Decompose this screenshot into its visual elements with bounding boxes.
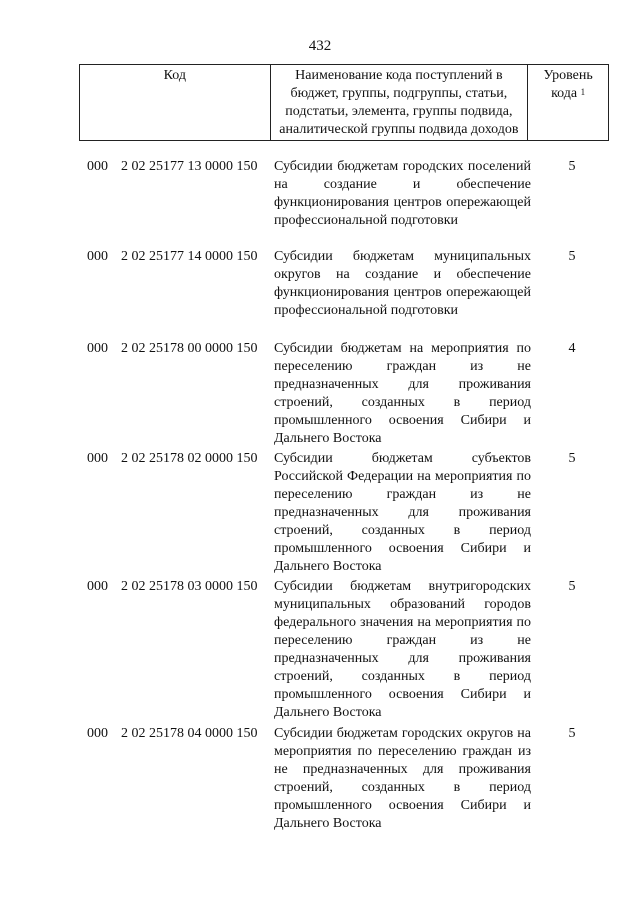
- row-prefix: 000: [87, 249, 108, 264]
- row-name: Субсидии бюджетам муниципальных округов на создание и обеспечение функционирования центров опережающей профессиональной подготовки: [274, 249, 531, 318]
- row-prefix: 000: [87, 341, 108, 356]
- row-code: 2 02 25178 00 0000 150: [121, 341, 258, 356]
- header-code: [80, 65, 271, 141]
- row-name: Субсидии бюджетам внутригородских муниципальных образований городов федерального значения на мероприятия по переселению граждан из не предназначенных для проживания строений, созданных в период промышленного освоения Сибири и Дальнего Востока: [274, 579, 531, 720]
- row-prefix: 000: [87, 451, 108, 466]
- table-row: [79, 725, 609, 835]
- table-row: [79, 158, 609, 248]
- row-code: 2 02 25178 02 0000 150: [121, 451, 258, 466]
- table-row: [79, 340, 609, 450]
- header-name-label: Наименование кода поступлений в бюджет, группы, подгруппы, статьи, подстатьи, элемента, группы подвида, аналитической группы подвида доходов: [279, 68, 519, 137]
- header-level-label: Уровень кода: [543, 68, 593, 101]
- row-name: Субсидии бюджетам субъектов Российской Федерации на мероприятия по переселению граждан из не предназначенных для проживания строений, созданных в период промышленного освоения Сибири и Дальнего Востока: [274, 451, 531, 574]
- header-level-footnote: 1: [580, 87, 586, 97]
- header-code-label: Код: [163, 68, 186, 83]
- header-level: [528, 65, 609, 141]
- table-body: [79, 158, 609, 835]
- row-level: 5: [568, 579, 576, 594]
- row-code: 2 02 25177 14 0000 150: [121, 249, 258, 264]
- row-code: 2 02 25178 04 0000 150: [121, 726, 258, 741]
- row-code: 2 02 25177 13 0000 150: [121, 159, 258, 174]
- row-level: 4: [568, 341, 576, 356]
- row-code: 2 02 25178 03 0000 150: [121, 579, 258, 594]
- table-header: [79, 64, 609, 141]
- table-row: [79, 450, 609, 578]
- row-level: 5: [568, 249, 576, 264]
- row-name: Субсидии бюджетам городских округов на мероприятия по переселению граждан из не предназначенных для проживания строений, созданных в период промышленного освоения Сибири и Дальнего Востока: [274, 726, 531, 831]
- row-prefix: 000: [87, 579, 108, 594]
- row-level: 5: [568, 451, 576, 466]
- row-name: Субсидии бюджетам на мероприятия по переселению граждан из не предназначенных для проживания строений, созданных в период промышленного освоения Сибири и Дальнего Востока: [274, 341, 531, 446]
- table-row: [79, 248, 609, 340]
- row-prefix: 000: [87, 726, 108, 741]
- page-number: 432: [308, 38, 332, 54]
- row-name: Субсидии бюджетам городских поселений на создание и обеспечение функционирования центров опережающей профессиональной подготовки: [274, 159, 531, 228]
- header-name: [270, 65, 528, 141]
- table-row: [79, 578, 609, 725]
- row-prefix: 000: [87, 159, 108, 174]
- row-level: 5: [568, 159, 576, 174]
- row-level: 5: [568, 726, 576, 741]
